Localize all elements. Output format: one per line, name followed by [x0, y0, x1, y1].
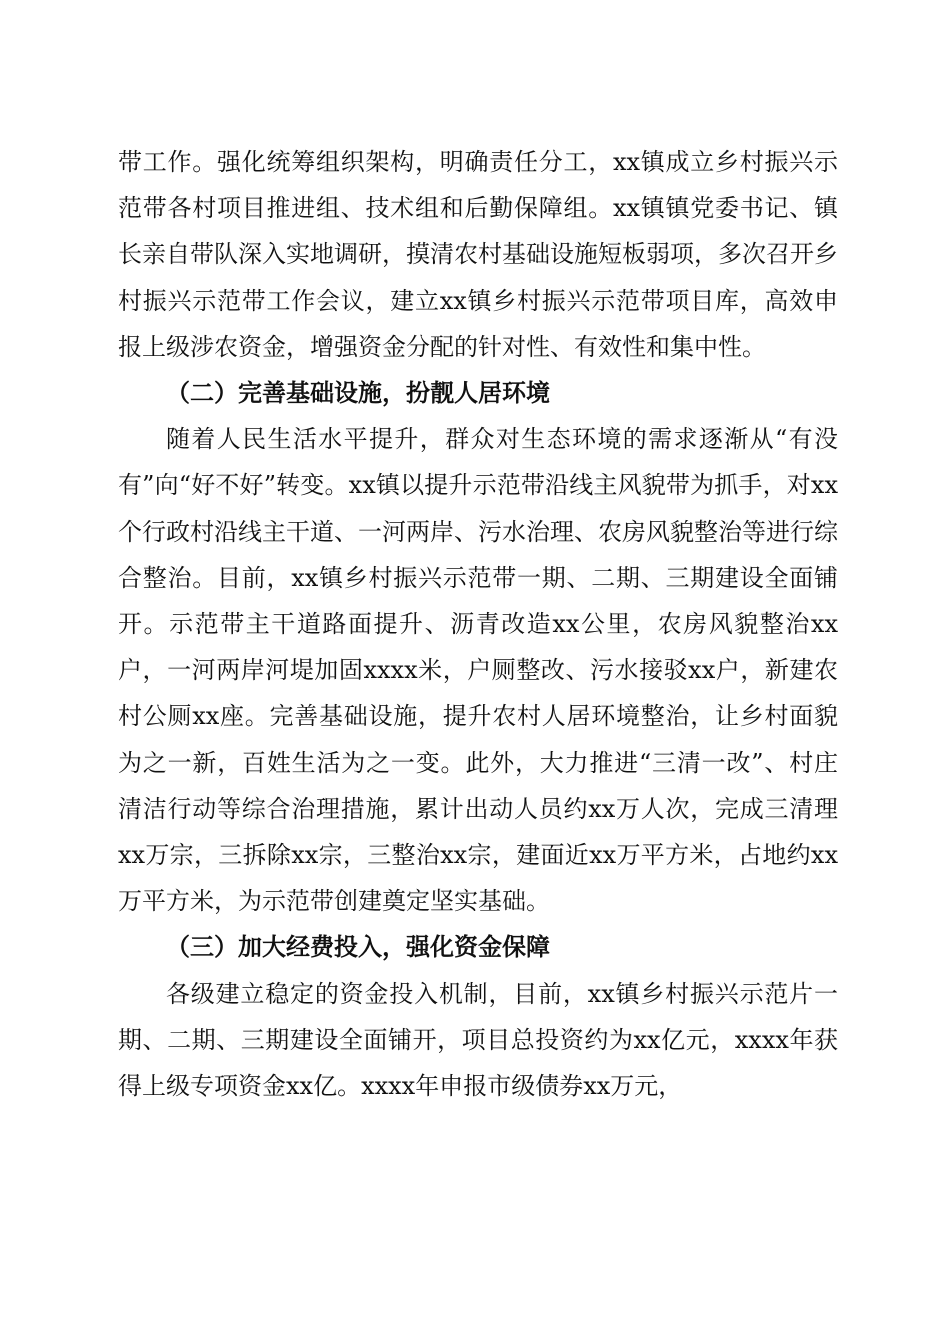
paragraph-infrastructure: 随着人民生活水平提升，群众对生态环境的需求逐渐从“有没有”向“好不好”转变。xx镇以提升示范带沿线主风貌带为抓手，对xx个行政村沿线主干道、一河两岸、污水治理、农房风貌整治等进行综合整治。目前，xx镇乡村振兴示范带一期、二期、三期建设全面铺开。示范带主干道路面提升、沥青改造xx公里，农房风貌整治xx户，一河两岸河堤加固xxxx米，户厕整改、污水接驳xx户，新建农村公厕xx座。完善基础设施，提升农村人居环境整治，让乡村面貌为之一新，百姓生活为之一变。此外，大力推进“三清一改”、村庄清洁行动等综合治理措施，累计出动人员约xx万人次，完成三清理xx万宗，三拆除xx宗，三整治xx宗，建面近xx万平方米，占地约xx万平方米，为示范带创建奠定坚实基础。 — [118, 425, 838, 916]
paragraph-organization: 带工作。强化统筹组织架构，明确责任分工，xx镇成立乡村振兴示范带各村项目推进组、技术组和后勤保障组。xx镇镇党委书记、镇长亲自带队深入实地调研，摸清农村基础设施短板弱项，多次召开乡村振兴示范带工作会议，建立xx镇乡村振兴示范带项目库，高效申报上级涉农资金，增强资金分配的针对性、有效性和集中性。 — [118, 148, 838, 361]
document-body — [118, 139, 838, 1109]
section-heading-infrastructure: （二）完善基础设施，扮靓人居环境 — [166, 378, 550, 408]
paragraph-funding: 各级建立稳定的资金投入机制，目前，xx镇乡村振兴示范片一期、二期、三期建设全面铺开，项目总投资约为xx亿元，xxxx年获得上级专项资金xx亿。xxxx年申报市级债券xx万元， — [118, 979, 838, 1101]
section-heading-funding: （三）加大经费投入，强化资金保障 — [166, 932, 550, 962]
